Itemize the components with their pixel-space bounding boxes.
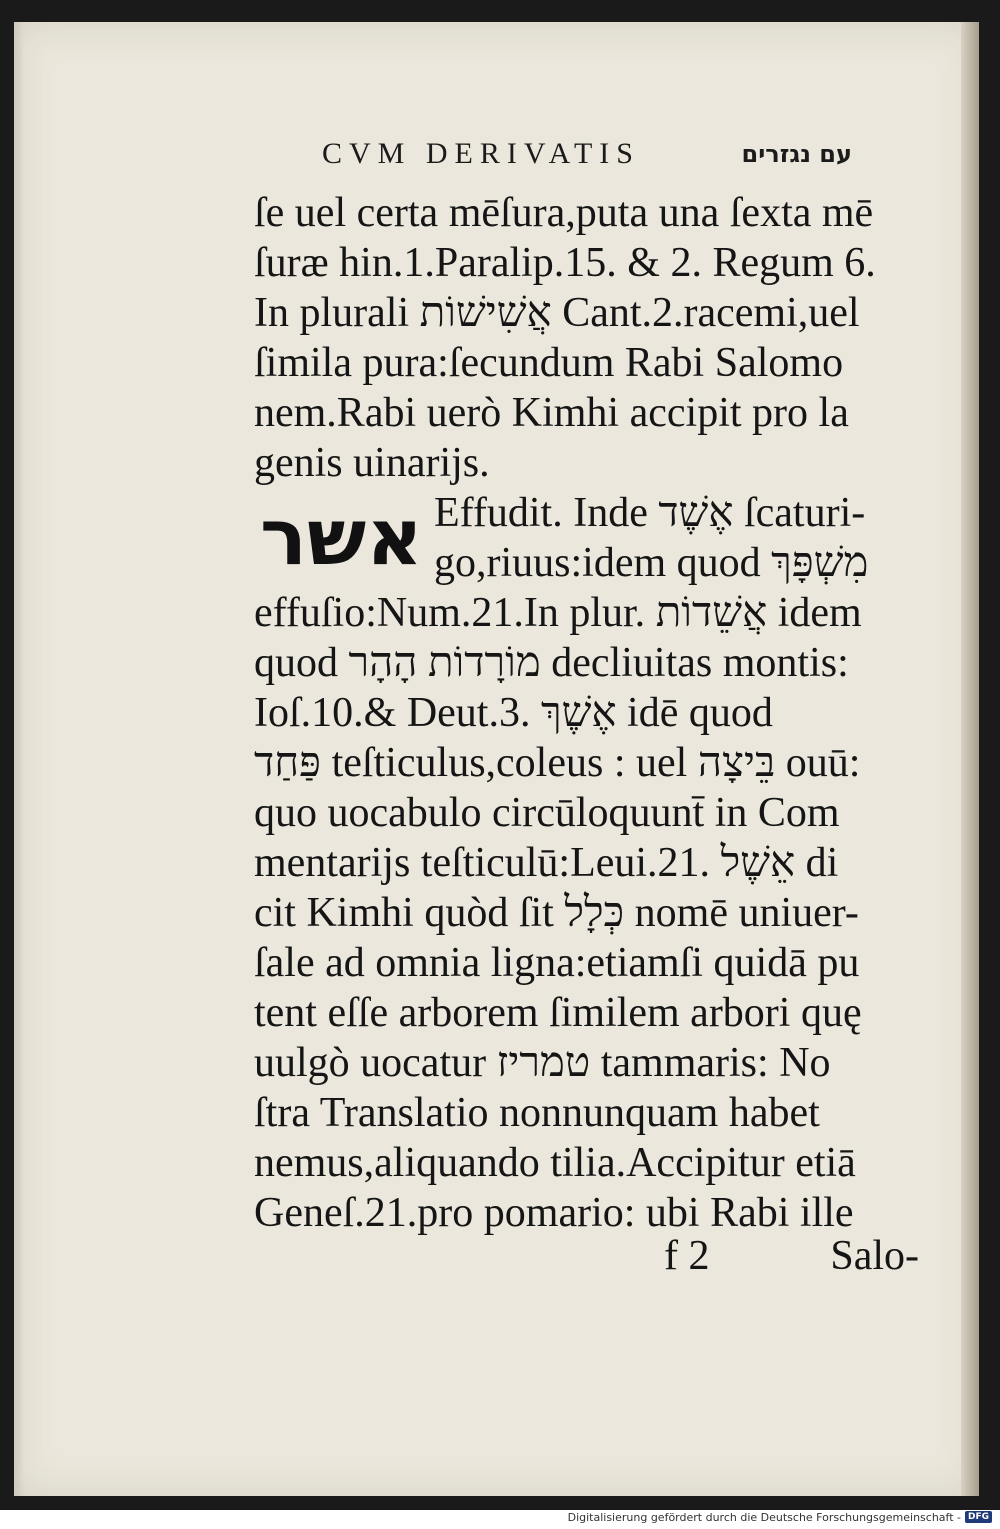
text-line: ſe uel certa mēſura,puta una ſexta mē bbox=[254, 190, 874, 236]
text-line: nem.Rabi uerò Kimhi accipit pro la bbox=[254, 390, 849, 436]
entry-line: go,riuus:idem quod מִשְׁפָּךְ bbox=[434, 540, 869, 586]
running-head bbox=[322, 134, 852, 174]
catchword: Salo- bbox=[830, 1233, 919, 1279]
text-line: ſuræ hin.1.Paralip.15. & 2. Regum 6. bbox=[254, 240, 876, 286]
running-head-hebrew: עם נגזרים bbox=[741, 140, 852, 168]
page-edge-shadow bbox=[14, 22, 24, 1496]
running-head-latin: CVM DERIVATIS bbox=[322, 137, 640, 170]
text-line: uulgò uocatur טמריז tammaris: No bbox=[254, 1040, 831, 1086]
entry-line: Effudit. Inde אֶשֶׁד ſcaturi- bbox=[434, 490, 866, 536]
entry-headword: אשר bbox=[260, 493, 423, 583]
text-line: פַּחַד teſticulus,coleus : uel בֵּיצָה ouū: bbox=[254, 740, 861, 786]
text-line: tent eſſe arborem ſimilem arbori quę bbox=[254, 990, 862, 1036]
text-line: ſtra Translatio nonnunquam habet bbox=[254, 1090, 820, 1136]
credit-text: Digitalisierung gefördert durch die Deutsche Forschungsgemeinschaft - bbox=[567, 1510, 961, 1524]
text-line: nemus,aliquando tilia.Accipitur etiā bbox=[254, 1140, 856, 1186]
text-line: quo uocabulo circūloquunt̄ in Com bbox=[254, 790, 840, 836]
text-line: mentarijs teſticulū:Leui.21. אֵשֶׁל di bbox=[254, 840, 839, 886]
page-spine-shadow bbox=[961, 22, 979, 1496]
page-footer bbox=[254, 1232, 919, 1282]
text-line: cit Kimhi quòd ſit כְּלָל nomē uniuer- bbox=[254, 890, 859, 936]
text-line: Geneſ.21.pro pomario: ubi Rabi ille bbox=[254, 1190, 854, 1236]
signature-mark: f 2 bbox=[664, 1233, 710, 1279]
text-line: ſimila pura:ſecundum Rabi Salomo bbox=[254, 340, 844, 386]
dictionary-entry bbox=[254, 488, 919, 588]
text-line: genis uinarijs. bbox=[254, 440, 490, 486]
dfg-logo: DFG bbox=[965, 1511, 992, 1523]
text-line: In plurali אֲשִׁישׁוֹת Cant.2.racemi,uel bbox=[254, 290, 860, 336]
digitization-credit bbox=[568, 1509, 992, 1525]
text-line: Ioſ.10.& Deut.3. אֶשֶׁךְ idē quod bbox=[254, 690, 773, 736]
text-line: effuſio:Num.21.In plur. אֲשֵׁדוֹת idem bbox=[254, 590, 862, 636]
text-line: quod מוֹרָדוֹת הָהָר decliuitas montis: bbox=[254, 640, 849, 686]
text-line: ſale ad omnia ligna:etiamſi quidā pu bbox=[254, 940, 860, 986]
body-text bbox=[254, 188, 919, 1238]
